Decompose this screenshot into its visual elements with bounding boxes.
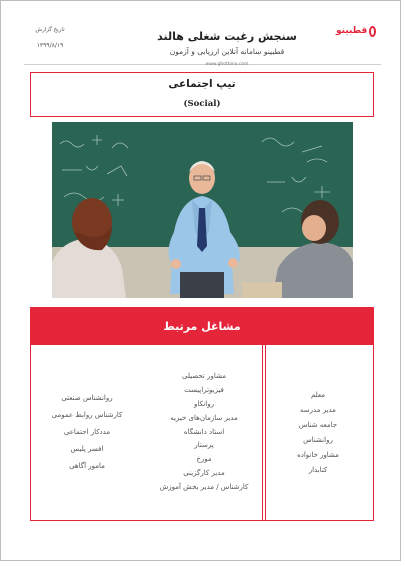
personality-type-subtitle: (Social): [183, 99, 221, 109]
report-date-label: تاریخ گزارش: [35, 27, 65, 33]
job-item: مدیر سازمان‌های خیریه: [170, 413, 238, 422]
job-item: استاد دانشگاه: [183, 427, 225, 436]
related-jobs-title: مشاغل مرتبط: [163, 319, 241, 333]
report-date: ۱۳۹۹/۸/۱۹: [36, 42, 64, 49]
job-item: پرستار: [194, 441, 214, 450]
logo-ring-icon: [369, 26, 376, 37]
jobs-column-right: [262, 345, 373, 520]
classroom-illustration: [52, 122, 353, 298]
job-item: فیزیوتراپیست: [184, 386, 224, 395]
job-item: کارشناس / مدیر بخش آموزش: [159, 482, 249, 491]
brand-logo: [336, 24, 376, 38]
job-item: کتابدار: [308, 465, 328, 474]
personality-type-title: تیپ اجتماعی: [168, 78, 236, 90]
job-item: مشاور تحصیلی: [182, 372, 226, 381]
website-url: www.ghotbino.com: [205, 62, 249, 67]
job-item: افسر پلیس: [70, 445, 104, 453]
job-item: کارشناس روابط عمومی: [51, 411, 123, 419]
job-item: مددکار اجتماعی: [63, 428, 111, 436]
brand-name: قطبینو: [336, 26, 368, 36]
job-item: مدیر مدرسه: [300, 405, 336, 414]
job-item: معلم: [310, 390, 326, 399]
report-subtitle: قطبینو سامانه آنلاین ارزیابی و آزمون: [169, 47, 285, 56]
report-title: سنجش رغبت شغلی هالند: [157, 30, 297, 43]
related-jobs-table: [30, 345, 374, 521]
job-item: مامور آگاهی: [69, 462, 105, 470]
jobs-column-middle: [143, 345, 266, 520]
job-item: روانشناس: [303, 435, 333, 444]
job-item: مشاور خانواده: [297, 450, 339, 459]
job-item: مدیر کارگزینی: [183, 468, 225, 477]
jobs-column-left: [31, 345, 143, 520]
personality-type-box: [30, 72, 374, 117]
report-header: [24, 14, 381, 65]
classroom-photo: [52, 122, 353, 298]
job-item: روانشناس صنعتی: [61, 394, 113, 402]
job-item: جامعه شناس: [298, 420, 338, 429]
related-jobs-header: [30, 307, 374, 345]
job-item: مورخ: [196, 455, 212, 464]
job-item: روانکاو: [193, 400, 215, 408]
